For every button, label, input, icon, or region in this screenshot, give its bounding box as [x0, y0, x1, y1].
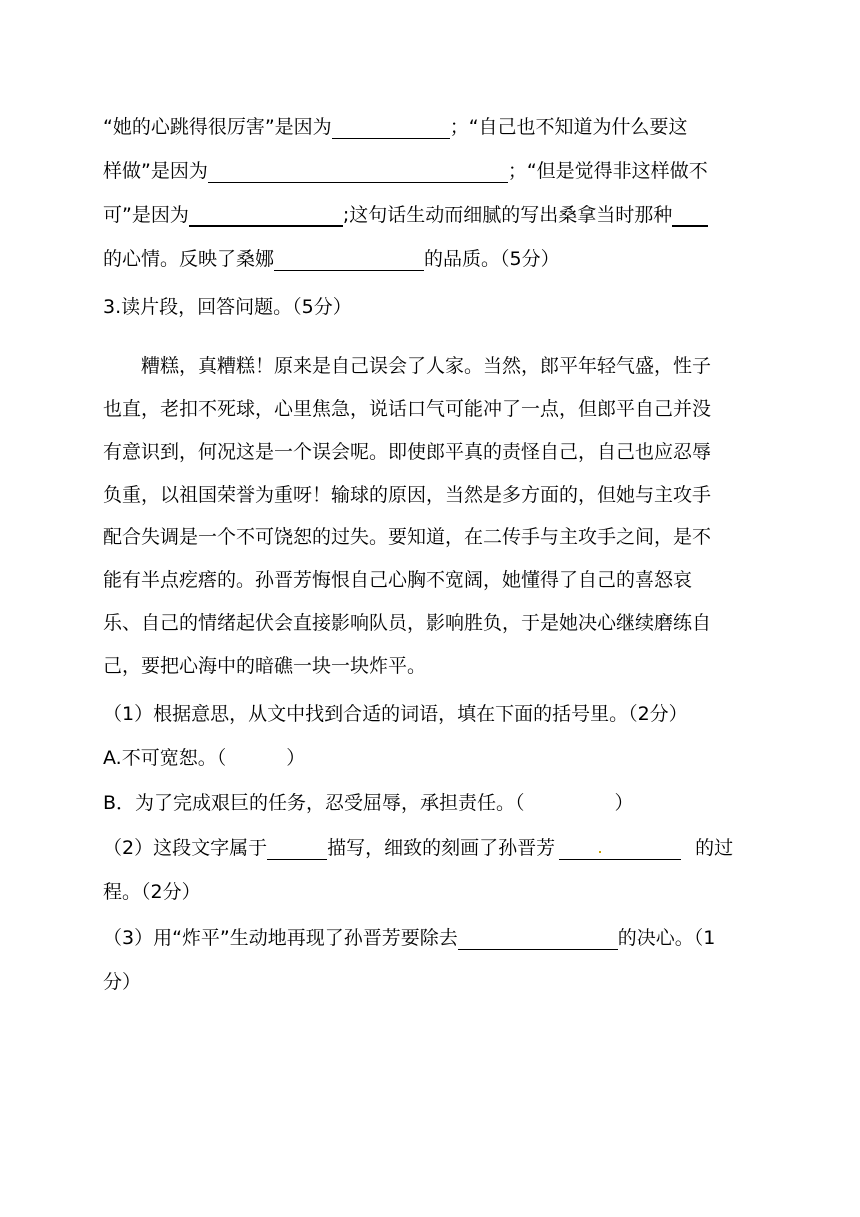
q3-sub2-continuation: 程。（2分）: [103, 881, 201, 903]
q3-sub3-continuation: 分）: [103, 971, 142, 993]
sub2-text-b: 描写，细致的刻画了孙晋芳: [327, 837, 556, 859]
passage-line: 糟糕，真糟糕！原来是自己误会了人家。当然，郎平年轻气盛，性子: [141, 355, 712, 377]
sub3-text-a: （3）用“炸平”生动地再现了孙晋芳要除去: [103, 927, 458, 949]
item-b-close: ）: [614, 792, 634, 814]
stray-mark: [599, 851, 601, 853]
q2-line-1-text-b: ；“自己也不知道为什么要这: [449, 116, 688, 138]
passage-line: 己，要把心海中的暗礁一块一块炸平。: [103, 655, 427, 677]
passage-line: 乐、自己的情绪起伏会直接影响队员，影响胜负，于是她决心继续磨练自: [103, 612, 712, 634]
item-a-close: ）: [286, 747, 306, 769]
q3-sub1-item-b: [103, 791, 634, 815]
sub3-text-b: 的决心。（1: [617, 927, 716, 949]
q2-line-3-text-a: 可”是因为: [103, 204, 189, 226]
item-a-text: A.不可宽恕。（: [103, 747, 227, 769]
q2-line-4-text-a: 的心情。反映了桑娜: [103, 248, 275, 270]
passage-line: 配合失调是一个不可饶恕的过失。要知道，在二传手与主攻手之间，是不: [103, 526, 712, 548]
q2-line-3-text-b: ;这句话生动而细腻的写出桑拿当时那种: [342, 204, 673, 226]
q3-heading: 3.读片段，回答问题。（5分）: [103, 296, 352, 318]
q2-line-1: [103, 115, 688, 139]
q3-sub-question-3: [103, 926, 715, 950]
q2-line-2-text-b: ；“但是觉得非这样做不: [507, 160, 708, 182]
answer-blank-heartbeat[interactable]: [332, 118, 450, 139]
sub2-text-a: （2）这段文字属于: [103, 837, 268, 859]
answer-blank-why-do[interactable]: [208, 162, 508, 183]
q2-line-4-text-b: 的品质。（5分）: [424, 248, 560, 270]
q3-sub-question-1: （1）根据意思，从文中找到合适的词语，填在下面的括号里。（2分）: [103, 703, 688, 725]
q2-line-1-text-a: “她的心跳得很厉害”是因为: [103, 116, 332, 138]
q2-line-2-text-a: 样做”是因为: [103, 160, 208, 182]
answer-blank-description-type[interactable]: [267, 839, 327, 860]
item-b-text: B．为了完成艰巨的任务，忍受屈辱，承担责任。（: [103, 792, 525, 814]
q3-sub1-item-a: [103, 746, 305, 770]
answer-blank-remove[interactable]: [458, 929, 618, 950]
passage-line: 能有半点疙瘩的。孙晋芳悔恨自己心胸不宽阔，她懂得了自己的喜怒哀: [103, 569, 693, 591]
sub2-text-c: 的过: [695, 837, 734, 859]
passage-line: 有意识到，何况这是一个误会呢。即使郎平真的责怪自己，自己也应忍辱: [103, 441, 712, 463]
answer-blank-quality[interactable]: [274, 250, 424, 271]
q2-line-4: [103, 247, 560, 271]
passage-line: 也直，老扣不死球，心里焦急，说话口气可能冲了一点，但郎平自己并没: [103, 398, 712, 420]
answer-blank-process[interactable]: [559, 839, 681, 860]
answer-blank-feeling[interactable]: [672, 205, 708, 227]
passage-line: 负重，以祖国荣誉为重呀！输球的原因，当然是多方面的，但她与主攻手: [103, 484, 712, 506]
q3-sub-question-2: [103, 836, 733, 860]
q2-line-2: [103, 159, 708, 183]
q2-line-3: [103, 203, 708, 227]
answer-blank-must-do[interactable]: [189, 205, 343, 227]
